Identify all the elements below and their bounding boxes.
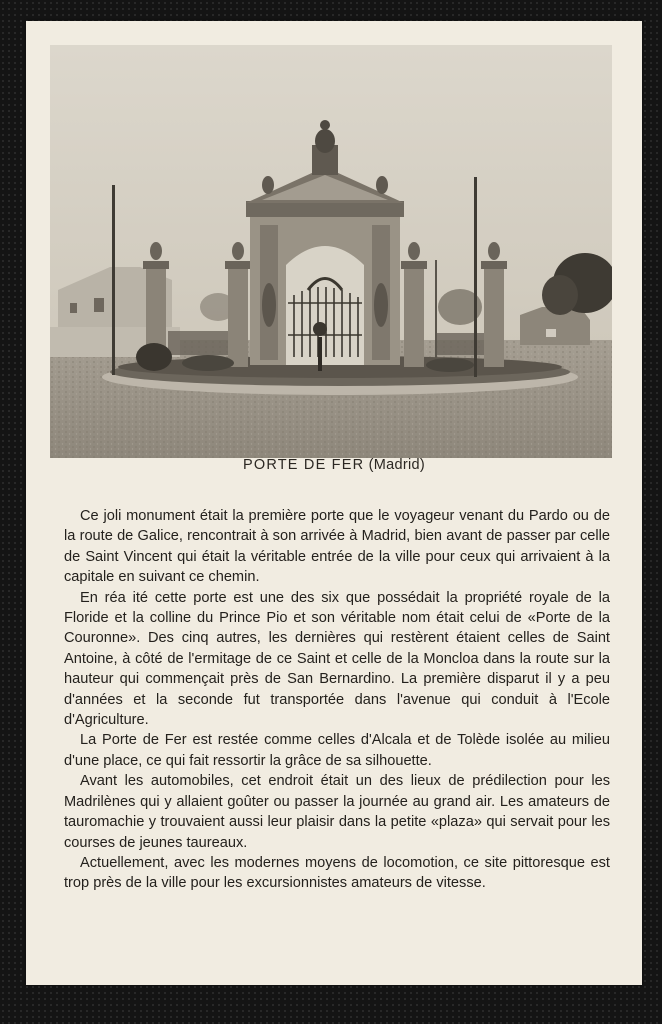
paragraph: Ce joli monument était la première porte que le voyageur venant du Pardo ou de la route de Galice, rencontrait à son arrivée à Madrid, bien avant de passer par celle de Saint Vincent qui était la véritable entrée de la ville pour ceux qui arrivaient à la capitale en suivant ce chemin. — [64, 508, 610, 586]
photo-caption — [26, 457, 642, 473]
caption-subtitle: (Madrid) — [368, 457, 426, 473]
paragraph: Actuellement, avec les modernes moyens de locomotion, ce site pittoresque est trop près de la ville pour les excursionnistes amateurs de vitesse. — [64, 854, 610, 892]
paragraph: Avant les automobiles, cet endroit était un des lieux de prédilection pour les Madrilènes qui y allaient goûter ou passer la journée au grand air. Les amateurs de tauromachie y trouvaient aussi leur plaisir dans la petite «plaza» qui servait pour les courses de jeunes taureaux. — [64, 773, 610, 851]
paragraph: En réa ité cette porte est une des six que possédait la propriété royale de la Floride et la colline du Prince Pio et son véritable nom était celui de «Porte de la Couronne». Des cinq autres, les dernières qui restèrent étaient celles de Saint Antoine, à côté de l'ermitage de ce Saint et celle de la Moncloa dans la route sur la hauteur qui commençait près de San Bernardino. La première disparut il y a peu d'années et la seconde fut transportée dans l'avenue qui conduit à l'Ecole d'Agriculture. — [64, 589, 610, 729]
description-text — [64, 506, 610, 894]
postcard — [26, 21, 642, 985]
photograph-porte-de-fer — [50, 45, 612, 458]
paragraph: La Porte de Fer est restée comme celles d'Alcala et de Tolède isolée au milieu d'une place, ce qui fait ressortir la grâce de sa silhouette. — [64, 732, 610, 769]
caption-title: PORTE DE FER — [242, 457, 365, 473]
